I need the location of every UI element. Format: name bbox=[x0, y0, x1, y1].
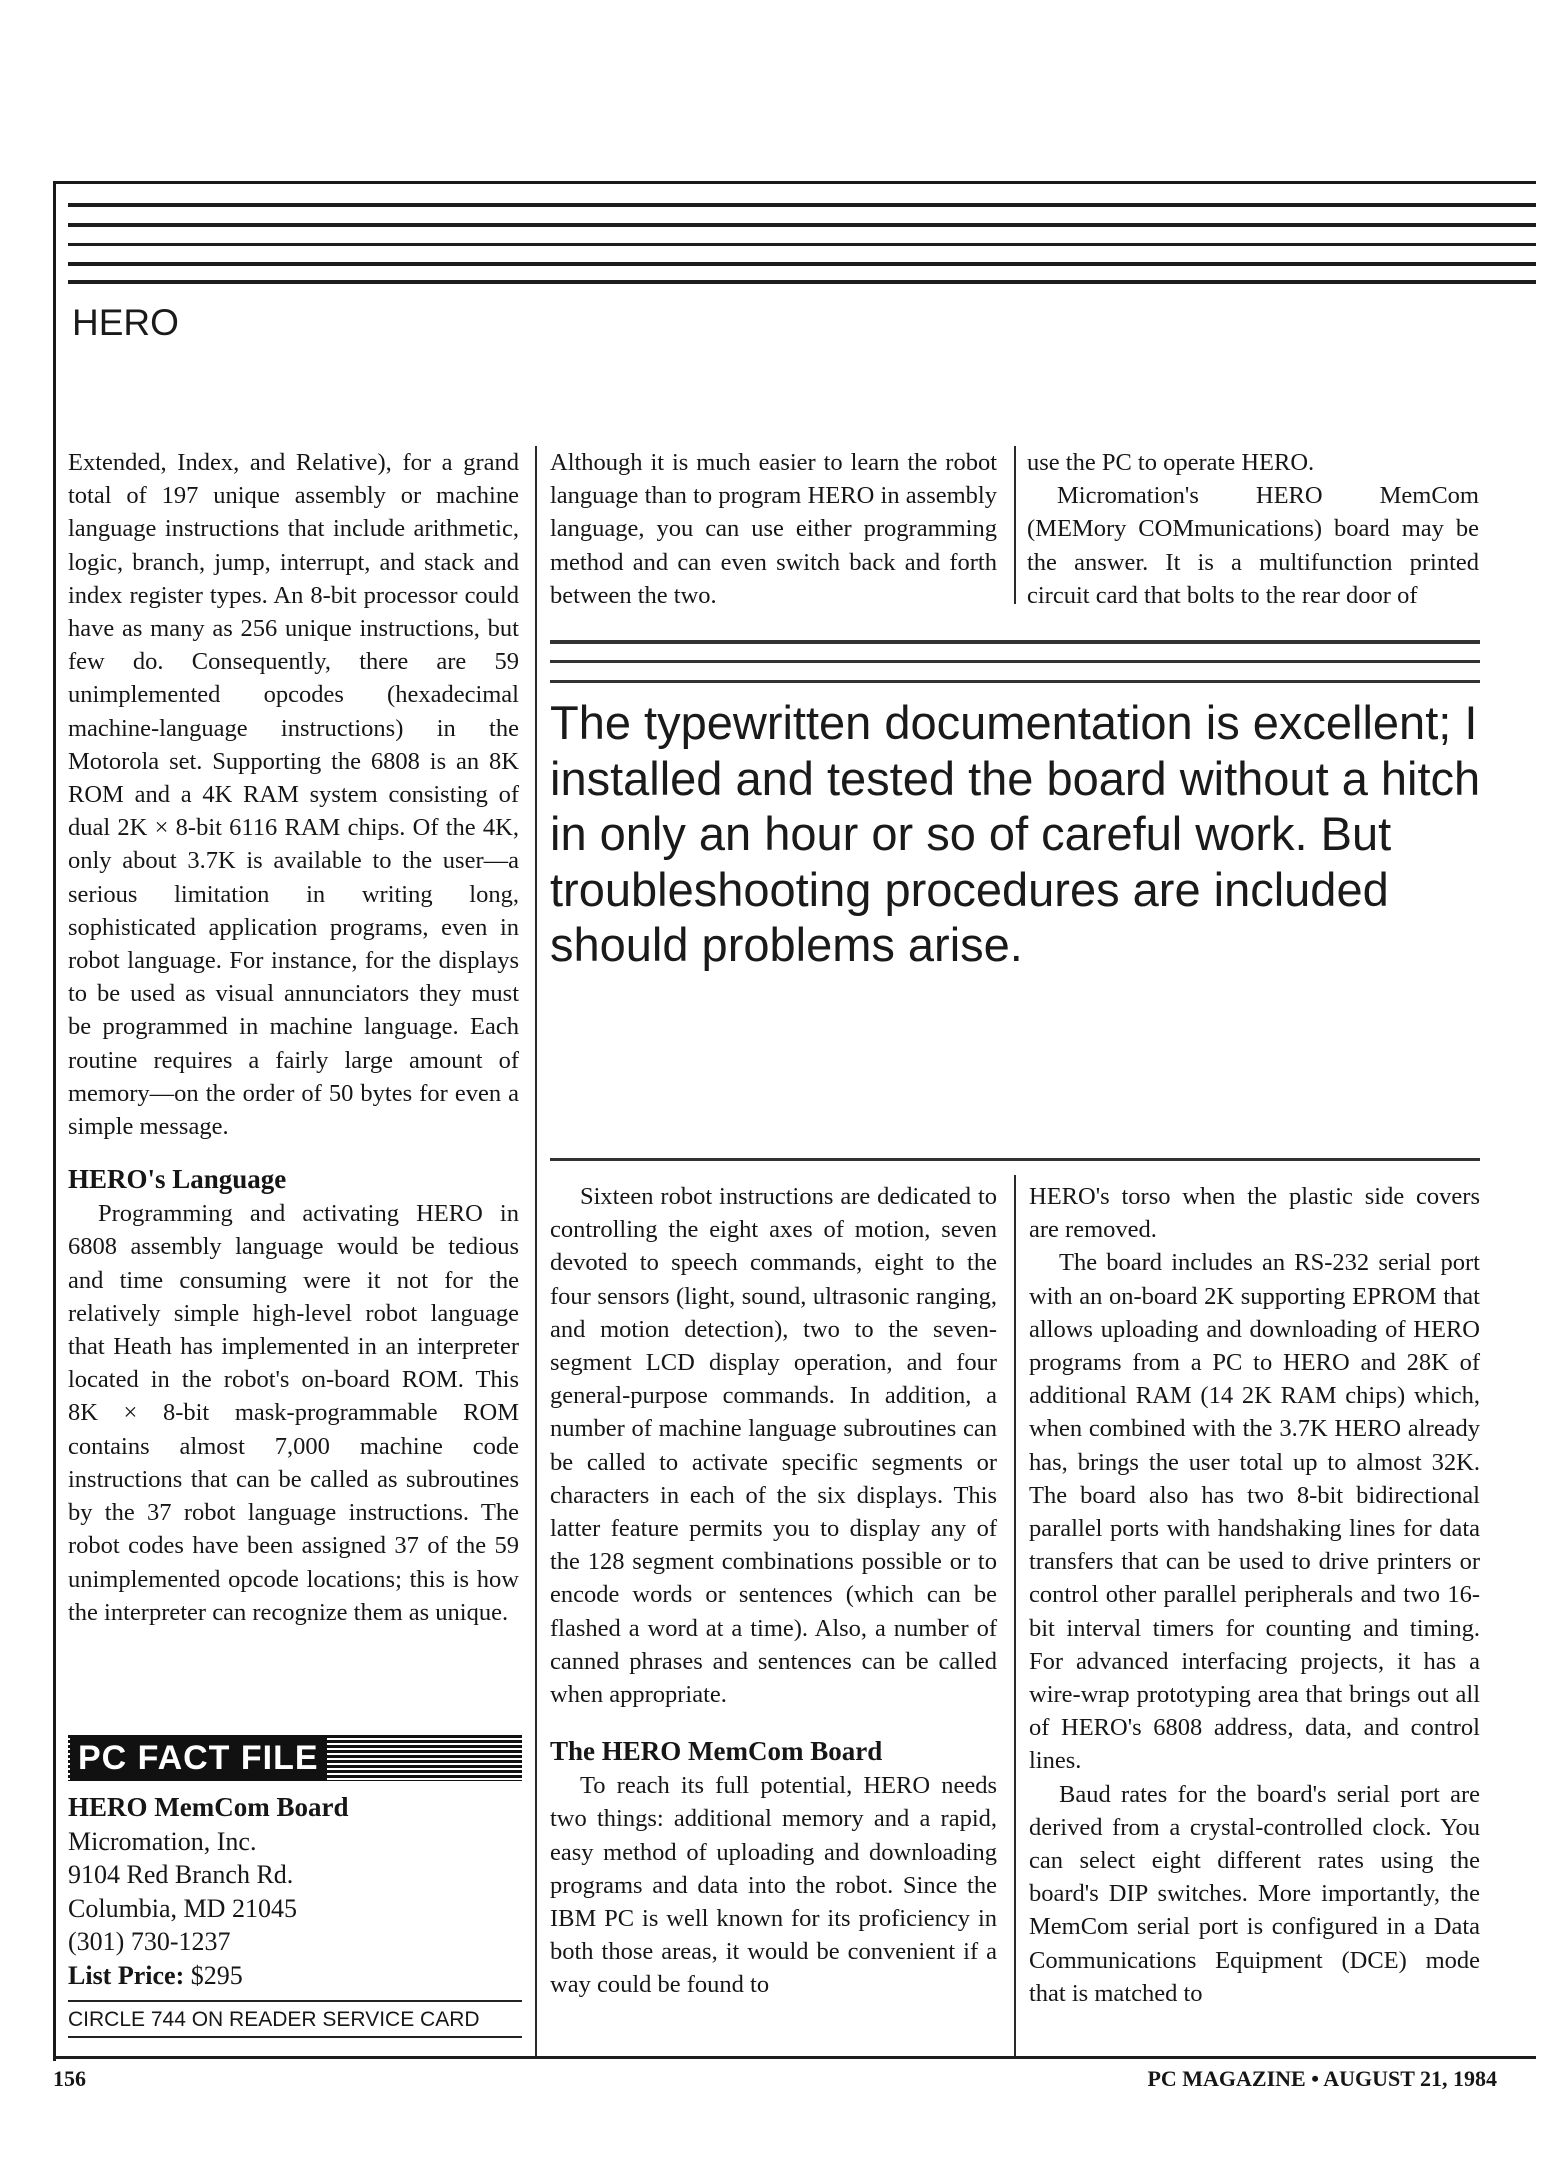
header-rule bbox=[68, 243, 1536, 246]
header-rule bbox=[68, 280, 1536, 284]
header-rule bbox=[68, 262, 1536, 266]
column-2-bottom bbox=[550, 1180, 997, 2002]
address-line: 9104 Red Branch Rd. bbox=[68, 1860, 294, 1889]
address-line: Columbia, MD 21045 bbox=[68, 1893, 297, 1923]
section-heading: HERO's Language bbox=[68, 1164, 287, 1195]
pull-quote-rule bbox=[550, 660, 1480, 663]
header-rule bbox=[68, 203, 1536, 207]
company-name: Micromation, Inc. bbox=[68, 1826, 257, 1856]
article-paragraph: use the PC to operate HERO. bbox=[1027, 449, 1315, 476]
reader-service-note: CIRCLE 744 ON READER SERVICE CARD bbox=[68, 2000, 522, 2038]
section-label: HERO bbox=[72, 302, 179, 343]
article-paragraph: Extended, Index, and Relative), for a grand total of 197 unique assembly or machine language instructions that include arithmetic, logic, branch, jump, interrupt, and stack and index register types. An 8-bit processor could have as many as 256 unique instructions, but few do. Consequently, there are 59 unimplemented opcodes (hexadecimal machine-language instructions) in the Motorola set. Supporting the 6808 is an 8K ROM and a 4K RAM system consisting of dual 2K × 8-bit 6116 RAM chips. Of the 4K, only about 3.7K is available to the user—a serious limitation in writing long, sophisticated application programs, even in robot language. For instance, for the displays to be used as visual annunciators they must be programmed in machine language. Each routine requires a fairly large amount of memory—on the order of 50 bytes for even a simple message. bbox=[68, 449, 519, 1141]
fact-file-logo-text: PC FACT FILE bbox=[70, 1735, 327, 1781]
section-heading: The HERO MemCom Board bbox=[550, 1736, 883, 1767]
publication-line: PC MAGAZINE • AUGUST 21, 1984 bbox=[1147, 2066, 1497, 2091]
footer-rule bbox=[53, 2056, 1536, 2059]
fact-file bbox=[68, 1735, 522, 2038]
article-paragraph: Programming and activating HERO in 6808 assembly language would be tedious and time consuming were it not for the relatively simple high-level robot language that Heath has implemented in an interpreter located in the robot's on-board ROM. This 8K × 8-bit mask-programmable ROM contains almost 7,000 machine code instructions that can be called as subroutines by the 37 robot language instructions. The robot codes have been assigned 37 of the 59 unimplemented opcode locations; this is how the interpreter can recognize them as unique. bbox=[68, 1200, 519, 1626]
column-divider bbox=[1014, 446, 1016, 604]
column-3-top bbox=[1027, 446, 1479, 612]
column-divider bbox=[535, 446, 537, 2058]
article-paragraph: Although it is much easier to learn the robot language than to program HERO in assembly language, you can use either programming method and can even switch back and forth between the two. bbox=[550, 449, 997, 609]
price-value: $295 bbox=[190, 1960, 243, 1990]
price-label: List Price: bbox=[68, 1960, 185, 1990]
list-price bbox=[68, 1959, 522, 1993]
page-number: 156 bbox=[53, 2066, 86, 2091]
column-2-top bbox=[550, 446, 997, 612]
article-paragraph: To reach its full potential, HERO needs two things: additional memory and a rapid, easy method of uploading and downloading programs and data into the robot. Since the IBM PC is well known for its proficiency in both those areas, it would be convenient if a way could be found to bbox=[550, 1772, 997, 1999]
pull-quote: The typewritten documentation is excellent; I installed and tested the board without a hitch in only an hour or so of careful work. But troubleshooting procedures are included should problems arise. bbox=[550, 696, 1481, 971]
column-1 bbox=[68, 446, 519, 1629]
column-3-bottom bbox=[1029, 1180, 1480, 2010]
article-paragraph: The board includes an RS-232 serial port with an on-board 2K supporting EPROM that allows uploading and downloading of HERO programs from a PC to HERO and 28K of additional RAM (14 2K RAM chips) which, when combined with the 3.7K HERO already has, brings the user total up to almost 32K. The board also has two 8-bit bidirectional parallel ports with handshaking lines for data transfers that can be used to drive printers or control other parallel peripherals and two 16-bit interval timers for counting and timing. For advanced interfacing projects, it has a wire-wrap prototyping area that brings out all of HERO's 6808 address, data, and control lines. bbox=[1029, 1249, 1480, 1775]
pull-quote-rule bbox=[550, 640, 1480, 644]
article-paragraph: Sixteen robot instructions are dedicated to controlling the eight axes of motion, seven devoted to speech commands, eight to the four sensors (light, sound, ultrasonic ranging, and motion detection), two to the seven-segment LCD display operation, and four general-purpose commands. In addition, a number of machine language subroutines can be called to activate specific segments or characters in each of the six displays. This latter feature permits you to display any of the 128 segment combinations possible or to encode words or sentences (which can be flashed a word at a time). Also, a number of canned phrases and sentences can be called when appropriate. bbox=[550, 1183, 997, 1709]
column-divider bbox=[1014, 1175, 1016, 2058]
product-name: HERO MemCom Board bbox=[68, 1792, 349, 1822]
fact-file-logo bbox=[68, 1735, 522, 1781]
article-paragraph: Micromation's HERO MemCom (MEMory COMmunications) board may be the answer. It is a multifunction printed circuit card that bolts to the rear door of bbox=[1027, 482, 1479, 609]
pull-quote-bottom-rule bbox=[550, 1158, 1480, 1161]
phone-number: (301) 730-1237 bbox=[68, 1927, 231, 1956]
article-paragraph: HERO's torso when the plastic side covers are removed. bbox=[1029, 1183, 1480, 1244]
article-paragraph: Baud rates for the board's serial port are derived from a crystal-controlled clock. You can select eight different rates using the board's DIP switches. More importantly, the MemCom serial port is configured in a Data Communications Equipment (DCE) mode that is matched to bbox=[1029, 1780, 1480, 2007]
header-rule bbox=[68, 223, 1536, 227]
pull-quote-rule bbox=[550, 680, 1480, 683]
